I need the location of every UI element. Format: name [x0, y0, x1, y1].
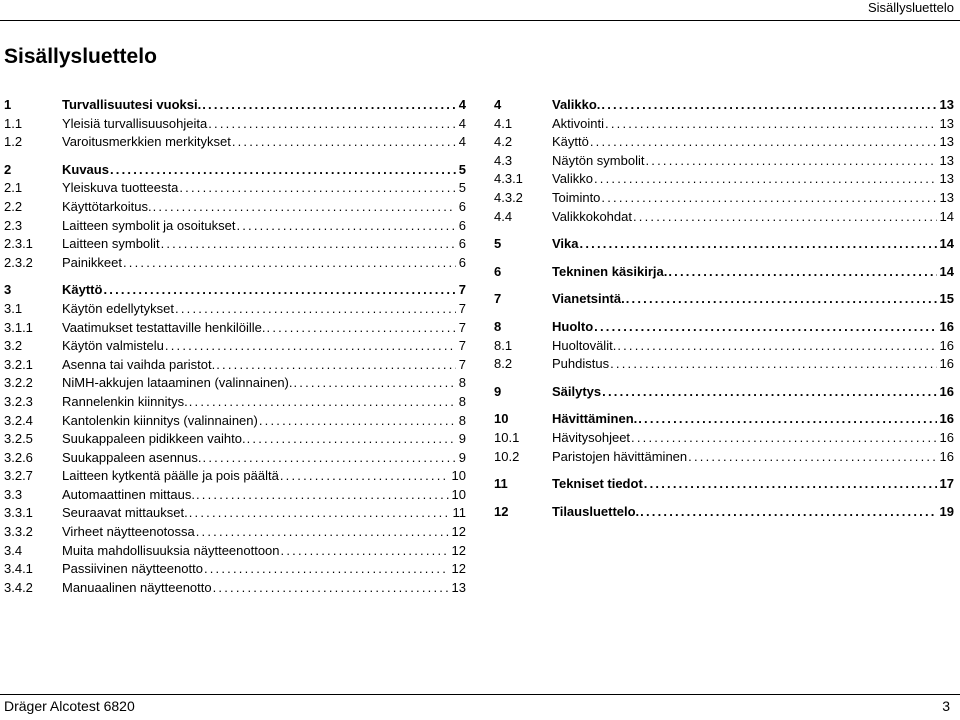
toc-section-number: 2: [4, 161, 12, 177]
toc-page-number: 13: [939, 97, 954, 112]
toc-dot-leader: [188, 393, 456, 412]
toc-section-number: 2.2: [4, 198, 23, 214]
toc-entry: [4, 542, 466, 561]
toc-page-number: 5: [458, 180, 466, 196]
toc-section-title: Huolto: [552, 318, 594, 334]
toc-leader-line: [552, 170, 954, 189]
toc-right-column: [494, 96, 954, 521]
toc-section-title: NiMH-akkujen lataaminen (valinnainen).: [62, 375, 293, 391]
toc-dot-leader: [600, 189, 936, 208]
toc-section-number: 3.2.5: [4, 431, 33, 447]
toc-page-number: 16: [939, 411, 954, 427]
toc-dot-leader: [667, 263, 936, 282]
toc-page-number: 7: [458, 319, 466, 335]
toc-leader-line: [62, 467, 466, 486]
toc-leader-line: [552, 152, 954, 171]
toc-entry: [4, 579, 466, 598]
toc-page-number: 14: [939, 236, 954, 252]
toc-section-title: Puhdistus: [552, 356, 610, 372]
toc-leader-line: [62, 254, 466, 273]
toc-entry: [4, 504, 466, 523]
toc-leader-line: [62, 356, 466, 375]
toc-page-number: 17: [939, 476, 954, 492]
toc-entry: [494, 170, 954, 189]
toc-dot-leader: [188, 504, 450, 523]
toc-section-title: Yleisiä turvallisuusohjeita: [62, 115, 208, 131]
toc-page-number: 14: [939, 208, 954, 224]
toc-section-title: Seuraavat mittaukset.: [62, 505, 188, 521]
toc-entry: [4, 217, 466, 236]
toc-leader-line: [552, 96, 954, 115]
toc-section-title: Näytön symbolit: [552, 152, 645, 168]
toc-entry: [4, 430, 466, 449]
toc-dot-leader: [609, 355, 936, 374]
toc-dot-leader: [579, 235, 937, 254]
toc-dot-leader: [593, 318, 936, 337]
toc-leader-line: [62, 579, 466, 598]
toc-section-title: Käytön valmistelu: [62, 338, 164, 354]
toc-section-number: 4.4: [494, 208, 513, 224]
toc-dot-leader: [102, 281, 455, 300]
toc-section-number: 4.3.1: [494, 171, 523, 187]
toc-leader-line: [62, 198, 466, 217]
toc-leader-line: [62, 235, 466, 254]
toc-entry: [4, 393, 466, 412]
toc-dot-leader: [604, 115, 937, 134]
toc-left-column: [4, 96, 466, 597]
toc-chapter-entry: [494, 383, 954, 402]
toc-dot-leader: [212, 579, 449, 598]
toc-chapter-entry: [4, 96, 466, 115]
toc-page-number: 8: [458, 375, 466, 391]
toc-leader-line: [552, 355, 954, 374]
toc-section-title: Käytön edellytykset: [62, 300, 175, 316]
toc-page-number: 14: [939, 263, 954, 279]
toc-page-number: 16: [939, 429, 954, 445]
toc-section-title: Valikkokohdat: [552, 208, 632, 224]
toc-page-number: 10: [451, 486, 466, 502]
toc-entry: [4, 235, 466, 254]
toc-section-title: Toiminto: [552, 189, 601, 205]
toc-section-title: Laitteen symbolit: [62, 236, 160, 252]
toc-section-title: Tilausluettelo.: [552, 503, 640, 519]
toc-leader-line: [62, 319, 466, 338]
toc-leader-line: [62, 281, 466, 300]
toc-section-number: 6: [494, 263, 502, 279]
toc-page-number: 16: [939, 337, 954, 353]
toc-leader-line: [62, 337, 466, 356]
toc-section-number: 3.2.1: [4, 356, 33, 372]
toc-section-title: Laitteen symbolit ja osoitukset: [62, 217, 236, 233]
toc-chapter-entry: [494, 318, 954, 337]
toc-section-number: 3.2: [4, 338, 23, 354]
toc-dot-leader: [246, 430, 456, 449]
toc-chapter-entry: [494, 475, 954, 494]
toc-page-number: 6: [458, 217, 466, 233]
toc-section-number: 2.3.2: [4, 254, 33, 270]
toc-entry: [4, 449, 466, 468]
toc-section-title: Passiivinen näytteenotto: [62, 561, 203, 577]
toc-section-title: Aktivointi: [552, 115, 605, 131]
toc-entry: [494, 337, 954, 356]
toc-entry: [4, 412, 466, 431]
toc-section-title: Tekninen käsikirja.: [552, 263, 668, 279]
toc-dot-leader: [589, 133, 937, 152]
toc-leader-line: [552, 337, 954, 356]
toc-page-number: 15: [939, 291, 954, 307]
toc-section-number: 11: [494, 476, 508, 492]
toc-dot-leader: [637, 410, 936, 429]
toc-section-number: 5: [494, 236, 502, 252]
toc-dot-leader: [644, 152, 936, 171]
toc-section-title: Automaattinen mittaus.: [62, 486, 195, 502]
toc-dot-leader: [639, 503, 936, 522]
toc-section-title: Laitteen kytkentä päälle ja pois päältä: [62, 468, 279, 484]
toc-entry: [4, 467, 466, 486]
toc-section-number: 3.3.2: [4, 524, 33, 540]
toc-section-title: Käyttö: [552, 134, 589, 150]
toc-dot-leader: [195, 523, 449, 542]
toc-section-number: 3.2.7: [4, 468, 33, 484]
toc-leader-line: [552, 448, 954, 467]
toc-chapter-entry: [494, 410, 954, 429]
toc-dot-leader: [122, 254, 456, 273]
toc-section-number: 3.4: [4, 542, 23, 558]
toc-entry: [4, 300, 466, 319]
toc-dot-leader: [293, 374, 456, 393]
toc-dot-leader: [231, 133, 456, 152]
toc-leader-line: [62, 217, 466, 236]
toc-section-title: Käyttötarkoitus.: [62, 198, 152, 214]
toc-section-title: Säilytys: [552, 383, 602, 399]
toc-dot-leader: [266, 319, 456, 338]
toc-leader-line: [62, 115, 466, 134]
toc-leader-line: [552, 410, 954, 429]
toc-section-title: Käyttö: [62, 282, 103, 298]
toc-chapter-entry: [494, 96, 954, 115]
toc-dot-leader: [207, 115, 456, 134]
toc-page-number: 16: [939, 448, 954, 464]
toc-section-title: Suukappaleen asennus.: [62, 449, 202, 465]
toc-section-number: 2.1: [4, 180, 23, 196]
toc-leader-line: [552, 115, 954, 134]
toc-entry: [4, 179, 466, 198]
toc-dot-leader: [280, 542, 449, 561]
toc-page-number: 7: [458, 356, 466, 372]
toc-dot-leader: [201, 96, 456, 115]
toc-section-number: 3.2.3: [4, 393, 33, 409]
toc-leader-line: [62, 430, 466, 449]
toc-leader-line: [552, 189, 954, 208]
toc-page-number: 13: [939, 115, 954, 131]
toc-section-title: Turvallisuutesi vuoksi.: [62, 97, 202, 112]
toc-chapter-entry: [494, 235, 954, 254]
toc-section-title: Vaatimukset testattaville henkilöille.: [62, 319, 266, 335]
toc-entry: [494, 429, 954, 448]
toc-section-title: Varoitusmerkkien merkitykset: [62, 134, 231, 150]
toc-entry: [4, 254, 466, 273]
toc-leader-line: [552, 263, 954, 282]
toc-entry: [4, 337, 466, 356]
toc-page-number: 9: [458, 431, 466, 447]
toc-leader-line: [552, 383, 954, 402]
toc-section-number: 3.2.6: [4, 449, 33, 465]
toc-dot-leader: [258, 412, 456, 431]
toc-leader-line: [552, 475, 954, 494]
toc-dot-leader: [152, 198, 456, 217]
toc-page-number: 6: [458, 254, 466, 270]
toc-section-number: 3.4.2: [4, 579, 33, 595]
toc-entry: [494, 115, 954, 134]
toc-dot-leader: [109, 161, 456, 180]
toc-chapter-entry: [494, 263, 954, 282]
header-rule: [0, 20, 960, 21]
toc-section-title: Suukappaleen pidikkeen vaihto.: [62, 431, 246, 447]
toc-chapter-entry: [494, 290, 954, 309]
toc-section-number: 1.2: [4, 134, 23, 150]
toc-leader-line: [552, 503, 954, 522]
toc-leader-line: [552, 318, 954, 337]
toc-entry: [494, 208, 954, 227]
toc-leader-line: [62, 179, 466, 198]
toc-entry: [494, 448, 954, 467]
toc-entry: [4, 198, 466, 217]
toc-page-number: 16: [939, 383, 954, 399]
toc-section-number: 2.3: [4, 217, 23, 233]
toc-section-number: 4.1: [494, 115, 513, 131]
toc-entry: [494, 152, 954, 171]
toc-leader-line: [62, 412, 466, 431]
toc-page-number: 16: [939, 318, 954, 334]
toc-entry: [4, 486, 466, 505]
toc-section-title: Kantolenkin kiinnitys (valinnainen): [62, 412, 258, 428]
footer-product: Dräger Alcotest 6820: [4, 698, 135, 714]
toc-leader-line: [62, 542, 466, 561]
footer-rule: [0, 694, 960, 695]
toc-leader-line: [552, 208, 954, 227]
toc-section-number: 3.3: [4, 486, 23, 502]
toc-chapter-entry: [4, 161, 466, 180]
toc-section-title: Muita mahdollisuuksia näytteenottoon: [62, 542, 280, 558]
toc-section-title: Vianetsintä.: [552, 291, 625, 307]
toc-section-title: Hävitysohjeet: [552, 429, 631, 445]
toc-dot-leader: [630, 429, 936, 448]
toc-page-number: 13: [451, 579, 466, 595]
toc-dot-leader: [174, 300, 456, 319]
toc-section-title: Virheet näytteenotossa: [62, 524, 195, 540]
toc-page-number: 4: [458, 115, 466, 131]
toc-leader-line: [62, 486, 466, 505]
toc-page-number: 10: [451, 468, 466, 484]
toc-leader-line: [62, 161, 466, 180]
toc-section-title: Asenna tai vaihda paristot.: [62, 356, 216, 372]
toc-section-number: 4.3.2: [494, 189, 523, 205]
toc-section-number: 8: [494, 318, 502, 334]
toc-page-number: 13: [939, 171, 954, 187]
toc-section-number: 10.1: [494, 429, 520, 445]
toc-dot-leader: [195, 486, 449, 505]
toc-page-number: 12: [451, 542, 466, 558]
toc-dot-leader: [616, 337, 936, 356]
toc-dot-leader: [160, 235, 456, 254]
toc-page-number: 7: [458, 282, 466, 298]
toc-entry: [4, 133, 466, 152]
toc-leader-line: [552, 133, 954, 152]
toc-section-number: 3.1.1: [4, 319, 33, 335]
toc-leader-line: [552, 290, 954, 309]
toc-entry: [4, 523, 466, 542]
page-title: Sisällysluettelo: [4, 45, 157, 68]
toc-dot-leader: [643, 475, 937, 494]
toc-entry: [4, 560, 466, 579]
toc-section-number: 3.2.2: [4, 375, 33, 391]
toc-page-number: 16: [939, 356, 954, 372]
toc-section-title: Hävittäminen.: [552, 411, 638, 427]
toc-leader-line: [552, 235, 954, 254]
toc-section-title: Tekniset tiedot: [552, 476, 643, 492]
toc-leader-line: [62, 560, 466, 579]
toc-page-number: 12: [451, 561, 466, 577]
toc-section-title: Yleiskuva tuotteesta: [62, 180, 179, 196]
footer-page-number: 3: [942, 698, 950, 714]
toc-page-number: 9: [458, 449, 466, 465]
toc-dot-leader: [202, 449, 456, 468]
toc-section-number: 10.2: [494, 448, 520, 464]
toc-section-number: 3.2.4: [4, 412, 33, 428]
toc-section-number: 3.3.1: [4, 505, 33, 521]
toc-section-number: 8.2: [494, 356, 513, 372]
toc-dot-leader: [601, 383, 936, 402]
toc-leader-line: [62, 133, 466, 152]
toc-section-title: Rannelenkin kiinnitys.: [62, 393, 188, 409]
toc-section-number: 2.3.1: [4, 236, 33, 252]
toc-section-title: Vika: [552, 236, 579, 252]
toc-dot-leader: [279, 467, 449, 486]
toc-entry: [494, 355, 954, 374]
toc-page-number: 12: [451, 524, 466, 540]
toc-section-number: 3.1: [4, 300, 23, 316]
toc-entry: [4, 115, 466, 134]
toc-section-title: Paristojen hävittäminen: [552, 448, 688, 464]
toc-page-number: 19: [939, 503, 954, 519]
toc-dot-leader: [215, 356, 456, 375]
toc-section-number: 8.1: [494, 337, 513, 353]
toc-dot-leader: [164, 337, 456, 356]
toc-page-number: 8: [458, 393, 466, 409]
toc-dot-leader: [235, 217, 455, 236]
toc-section-number: 1: [4, 97, 12, 112]
toc-section-title: Valikko.: [552, 97, 601, 112]
toc-leader-line: [62, 449, 466, 468]
toc-section-number: 4: [494, 97, 502, 112]
toc-leader-line: [62, 374, 466, 393]
toc-section-title: Painikkeet: [62, 254, 122, 270]
toc-page-number: 13: [939, 152, 954, 168]
toc-section-title: Kuvaus: [62, 161, 109, 177]
toc-section-number: 4.3: [494, 152, 513, 168]
toc-page-number: 7: [458, 338, 466, 354]
toc-page-number: 6: [458, 198, 466, 214]
toc-dot-leader: [687, 448, 936, 467]
toc-section-number: 3: [4, 282, 12, 298]
toc-dot-leader: [600, 96, 936, 115]
toc-page-number: 6: [458, 236, 466, 252]
toc-section-number: 9: [494, 383, 502, 399]
toc-page-number: 11: [452, 505, 466, 521]
toc-page-number: 7: [458, 300, 466, 316]
toc-entry: [494, 133, 954, 152]
toc-dot-leader: [625, 290, 937, 309]
toc-leader-line: [62, 523, 466, 542]
toc-section-number: 3.4.1: [4, 561, 33, 577]
toc-section-number: 12: [494, 503, 509, 519]
toc-section-number: 7: [494, 291, 502, 307]
toc-section-title: Valikko: [552, 171, 593, 187]
toc-leader-line: [62, 393, 466, 412]
toc-page-number: 13: [939, 134, 954, 150]
toc-leader-line: [552, 429, 954, 448]
toc-section-title: Huoltovälit.: [552, 337, 617, 353]
toc-entry: [4, 319, 466, 338]
toc-leader-line: [62, 300, 466, 319]
toc-chapter-entry: [494, 503, 954, 522]
toc-chapter-entry: [4, 281, 466, 300]
toc-dot-leader: [178, 179, 455, 198]
toc-section-number: 4.2: [494, 134, 513, 150]
toc-section-number: 1.1: [4, 115, 23, 131]
running-header: Sisällysluettelo: [868, 0, 954, 15]
toc-page-number: 8: [458, 412, 466, 428]
toc-page-number: 4: [458, 134, 466, 150]
toc-entry: [494, 189, 954, 208]
toc-page-number: 13: [939, 189, 954, 205]
toc-page-number: 5: [458, 161, 466, 177]
toc-entry: [4, 374, 466, 393]
toc-leader-line: [62, 504, 466, 523]
toc-section-title: Manuaalinen näytteenotto: [62, 579, 212, 595]
toc-section-number: 10: [494, 411, 509, 427]
toc-dot-leader: [632, 208, 937, 227]
toc-dot-leader: [203, 560, 449, 579]
toc-entry: [4, 356, 466, 375]
toc-page-number: 4: [458, 97, 466, 112]
toc-dot-leader: [593, 170, 937, 189]
toc-leader-line: [62, 96, 466, 115]
